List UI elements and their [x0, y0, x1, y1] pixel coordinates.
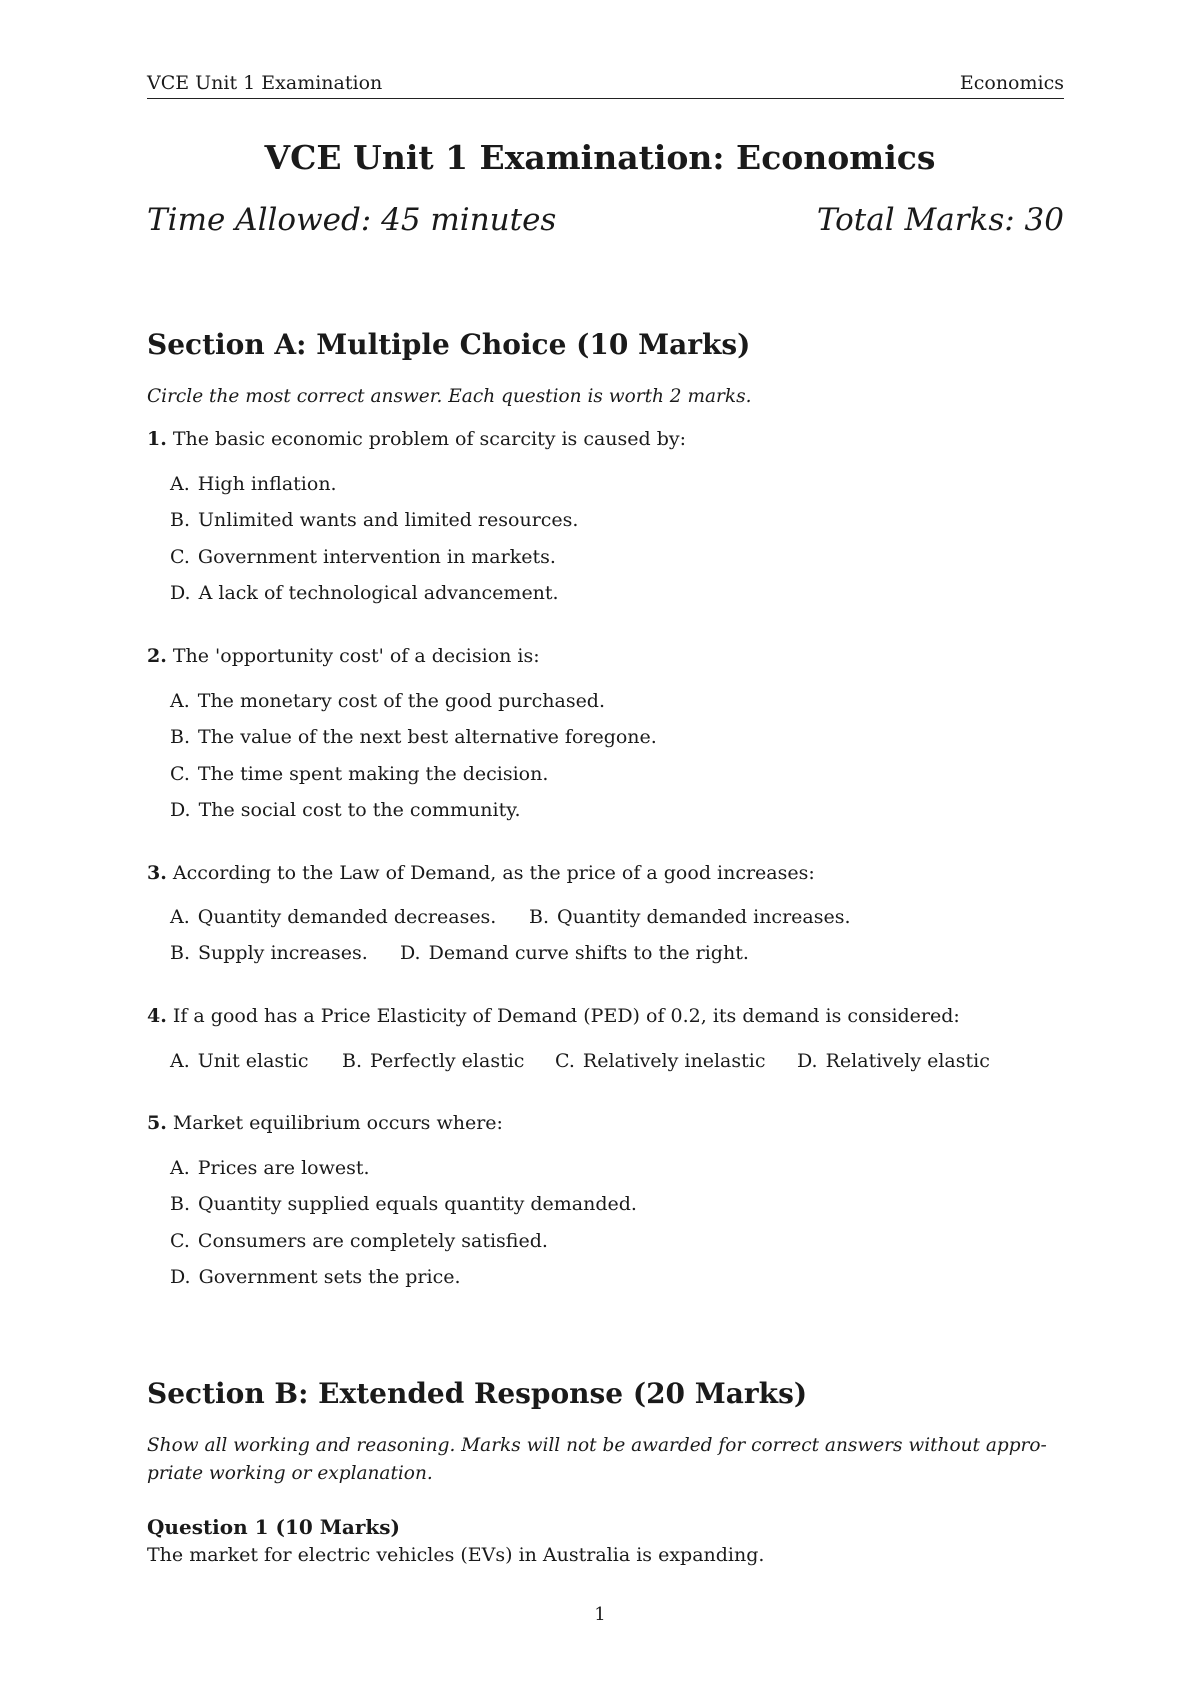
option-3d[interactable]: D. Demand curve shifts to the right. [400, 942, 749, 964]
option-2d[interactable]: D. The social cost to the community. [170, 799, 521, 821]
section-b-heading: Section B: Extended Response (20 Marks) [147, 1377, 808, 1410]
section-b-instructions: Show all working and reasoning. Marks will not be awarded for correct answers without appro-priate working or explanation. [147, 1435, 1047, 1484]
question-2 [147, 645, 1064, 667]
question-5 [147, 1112, 1064, 1134]
option-4d[interactable]: D. Relatively elastic [797, 1050, 990, 1072]
question-number: 5. [147, 1112, 167, 1134]
question-3 [147, 862, 1064, 884]
running-header [147, 68, 1064, 99]
option-1a[interactable]: A. High inflation. [170, 473, 337, 495]
exam-title: VCE Unit 1 Examination: Economics [264, 138, 936, 177]
question-text: If a good has a Price Elasticity of Demand (PED) of 0.2, its demand is considered: [172, 1005, 960, 1027]
option-5c[interactable]: C. Consumers are completely satisfied. [170, 1230, 548, 1252]
option-4c[interactable]: C. Relatively inelastic [555, 1050, 766, 1072]
option-1d[interactable]: D. A lack of technological advancement. [170, 582, 559, 604]
option-1c[interactable]: C. Government intervention in markets. [170, 546, 556, 568]
option-5b[interactable]: B. Quantity supplied equals quantity demanded. [170, 1193, 637, 1215]
page-number: 1 [594, 1604, 606, 1625]
question-number: 1. [147, 428, 167, 450]
question-text: The basic economic problem of scarcity is caused by: [172, 428, 687, 450]
option-5a[interactable]: A. Prices are lowest. [170, 1157, 370, 1179]
option-4a[interactable]: A. Unit elastic [170, 1050, 309, 1072]
option-1b[interactable]: B. Unlimited wants and limited resources. [170, 509, 579, 531]
total-marks: Total Marks: 30 [816, 202, 1064, 238]
option-2c[interactable]: C. The time spent making the decision. [170, 763, 549, 785]
header-right: Economics [959, 72, 1064, 94]
extended-question-1-text: The market for electric vehicles (EVs) in Australia is expanding. [147, 1544, 765, 1566]
question-number: 2. [147, 645, 167, 667]
option-2a[interactable]: A. The monetary cost of the good purchased. [170, 690, 606, 712]
option-3a[interactable]: A. Quantity demanded decreases. [170, 906, 497, 928]
extended-question-1-heading: Question 1 (10 Marks) [147, 1515, 400, 1539]
section-a-heading: Section A: Multiple Choice (10 Marks) [147, 328, 751, 361]
option-3c[interactable]: B. Supply increases. [170, 942, 368, 964]
time-allowed: Time Allowed: 45 minutes [147, 202, 557, 238]
question-number: 3. [147, 862, 167, 884]
option-3b[interactable]: B. Quantity demanded increases. [529, 906, 851, 928]
question-text: According to the Law of Demand, as the price of a good increases: [172, 862, 815, 884]
option-2b[interactable]: B. The value of the next best alternative foregone. [170, 726, 657, 748]
question-text: The 'opportunity cost' of a decision is: [172, 645, 540, 667]
question-1 [147, 428, 1064, 450]
option-5d[interactable]: D. Government sets the price. [170, 1266, 461, 1288]
header-left: VCE Unit 1 Examination [147, 72, 383, 94]
question-number: 4. [147, 1005, 167, 1027]
question-4 [147, 1005, 1064, 1027]
question-text: Market equilibrium occurs where: [172, 1112, 503, 1134]
option-4b[interactable]: B. Perfectly elastic [342, 1050, 525, 1072]
section-a-instructions: Circle the most correct answer. Each question is worth 2 marks. [147, 386, 752, 407]
